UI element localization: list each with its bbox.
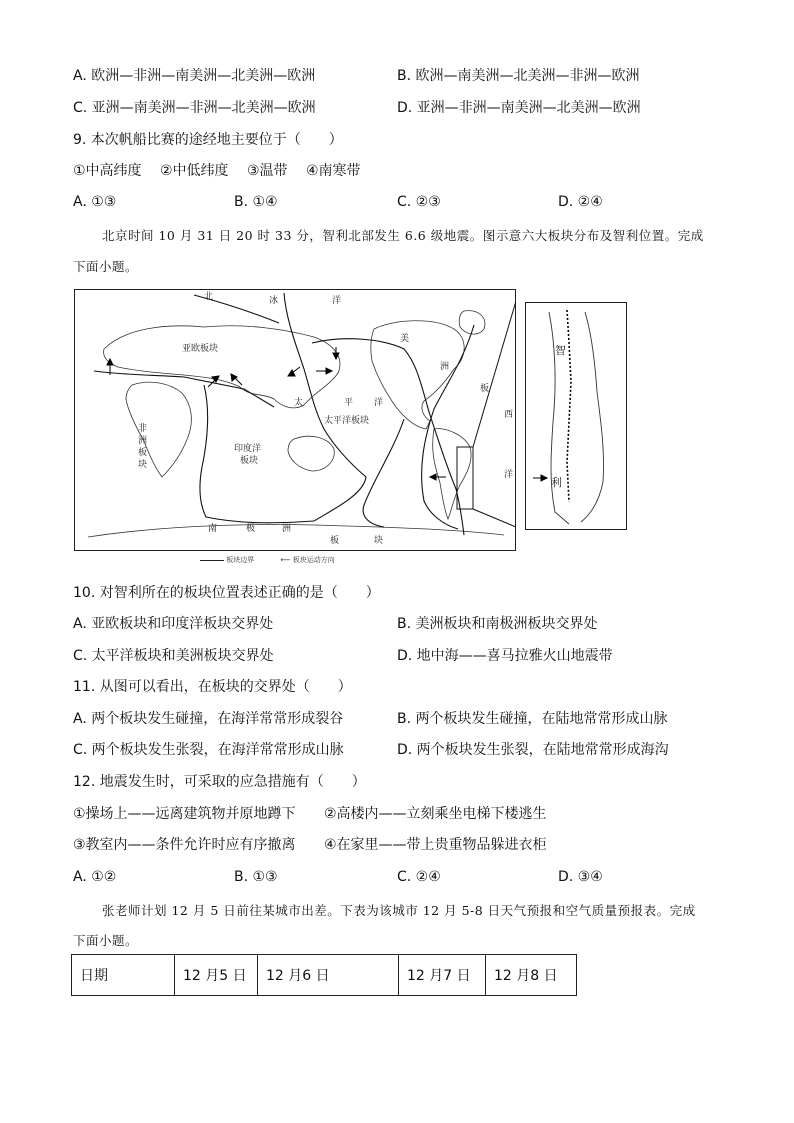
q9-option-d: D. ②④: [558, 194, 603, 210]
q12-option-c: C. ②④: [397, 869, 441, 885]
label-america-1: 美: [400, 334, 410, 344]
plate-map-svg: [74, 289, 516, 551]
label-pacific-plate: 太平洋板块: [324, 416, 370, 426]
label-west: 西: [504, 410, 514, 420]
label-america-3: 板: [480, 384, 490, 394]
legend-boundary-line: [200, 560, 224, 561]
legend-arrow-icon: ⟵: [280, 556, 291, 564]
passage2-line1: 张老师计划 12 月 5 日前往某城市出差。下表为该城市 12 月 5-8 日天气预报和空气质量预报表。完成: [102, 903, 696, 918]
q9-option-c: C. ②③: [397, 194, 441, 210]
q11-option-a: A. 两个板块发生碰撞，在海洋常常形成裂谷: [73, 711, 344, 727]
label-africa-3: 板: [138, 448, 148, 458]
label-antarctic-2: 极: [246, 524, 256, 534]
passage2-line2: 下面小题。: [73, 933, 139, 948]
label-america-2: 洲: [440, 362, 450, 372]
label-africa-1: 非: [138, 424, 148, 434]
q12-item-1: ①操场上——远离建筑物并原地蹲下: [73, 806, 296, 822]
label-africa-2: 洲: [138, 436, 148, 446]
label-antarctic-1: 南: [208, 524, 218, 534]
chile-inset: [525, 302, 627, 530]
q12-option-d: D. ③④: [558, 869, 603, 885]
q10-option-a: A. 亚欧板块和印度洋板块交界处: [73, 616, 274, 632]
table-header-cell: 12 月8 日: [486, 955, 577, 996]
label-indian-1: 印度洋: [234, 444, 262, 454]
forecast-table: [71, 954, 577, 996]
q11-stem: 11. 从图可以看出，在板块的交界处（ ）: [73, 679, 352, 695]
q11-option-d: D. 两个板块发生张裂，在陆地常常形成海沟: [397, 742, 669, 758]
map-legend: [200, 555, 335, 565]
q8-option-d: D. 亚洲—非洲—南美洲—北美洲—欧洲: [397, 100, 641, 116]
label-pacific-ocean-2: 平: [344, 398, 354, 408]
q9-option-b: B. ①④: [234, 194, 278, 210]
q12-option-b: B. ①③: [234, 869, 278, 885]
label-ice: 冰: [269, 296, 279, 306]
q9-option-a: A. ①③: [73, 194, 117, 210]
label-pacific-ocean-3: 洋: [374, 398, 384, 408]
q12-stem: 12. 地震发生时，可采取的应急措施有（ ）: [73, 774, 366, 790]
label-africa-4: 块: [138, 460, 148, 470]
q9-items: ①中高纬度 ②中低纬度 ③温带 ④南寒带: [73, 163, 361, 179]
q12-item-4: ④在家里——带上贵重物品躲进衣柜: [324, 837, 547, 853]
q8-option-b: B. 欧洲—南美洲—北美洲—非洲—欧洲: [397, 68, 640, 84]
label-chile-1: 智: [555, 344, 566, 357]
q8-option-c: C. 亚洲—南美洲—非洲—北美洲—欧洲: [73, 100, 316, 116]
label-eurasia: 亚欧板块: [182, 344, 219, 354]
label-antarctic-3: 洲: [282, 524, 292, 534]
q11-option-b: B. 两个板块发生碰撞，在陆地常常形成山脉: [397, 711, 668, 727]
q12-option-a: A. ①②: [73, 869, 117, 885]
q9-stem: 9. 本次帆船比赛的途经地主要位于（ ）: [73, 132, 343, 148]
table-header-cell: 12 月6 日: [258, 955, 399, 996]
label-antarctic-4: 板: [330, 536, 340, 546]
plate-map: [74, 289, 516, 551]
label-ocean-atlantic: 洋: [504, 470, 514, 480]
label-ocean-north: 洋: [332, 296, 342, 306]
q12-item-3: ③教室内——条件允许时应有序撤离: [73, 837, 296, 853]
legend-direction-label: 板块运动方向: [292, 556, 335, 564]
label-indian-2: 板块: [240, 456, 259, 466]
table-header-cell: 12 月7 日: [399, 955, 486, 996]
chile-inset-svg: [525, 302, 627, 530]
label-north: 北: [204, 292, 214, 302]
q12-item-2: ②高楼内——立刻乘坐电梯下楼逃生: [324, 806, 547, 822]
q10-option-c: C. 太平洋板块和美洲板块交界处: [73, 648, 274, 664]
q8-option-a: A. 欧洲—非洲—南美洲—北美洲—欧洲: [73, 68, 316, 84]
label-pacific-ocean-1: 太: [294, 398, 304, 408]
table-header-cell: 日期: [72, 955, 175, 996]
q11-option-c: C. 两个板块发生张裂，在海洋常常形成山脉: [73, 742, 344, 758]
q10-option-b: B. 美洲板块和南极洲板块交界处: [397, 616, 598, 632]
passage1-line1: 北京时间 10 月 31 日 20 时 33 分，智利北部发生 6.6 级地震。图示意六大板块分布及智利位置。完成: [102, 228, 704, 243]
q10-option-d: D. 地中海——喜马拉雅火山地震带: [397, 648, 613, 664]
q10-stem: 10. 对智利所在的板块位置表述正确的是（ ）: [73, 585, 380, 601]
label-antarctic-5: 块: [374, 536, 384, 546]
label-chile-2: 利: [551, 476, 562, 489]
table-header-row: [72, 955, 577, 996]
passage1-line2: 下面小题。: [73, 259, 139, 274]
table-header-cell: 12 月5 日: [175, 955, 258, 996]
legend-boundary-label: 板块边界: [226, 556, 255, 564]
